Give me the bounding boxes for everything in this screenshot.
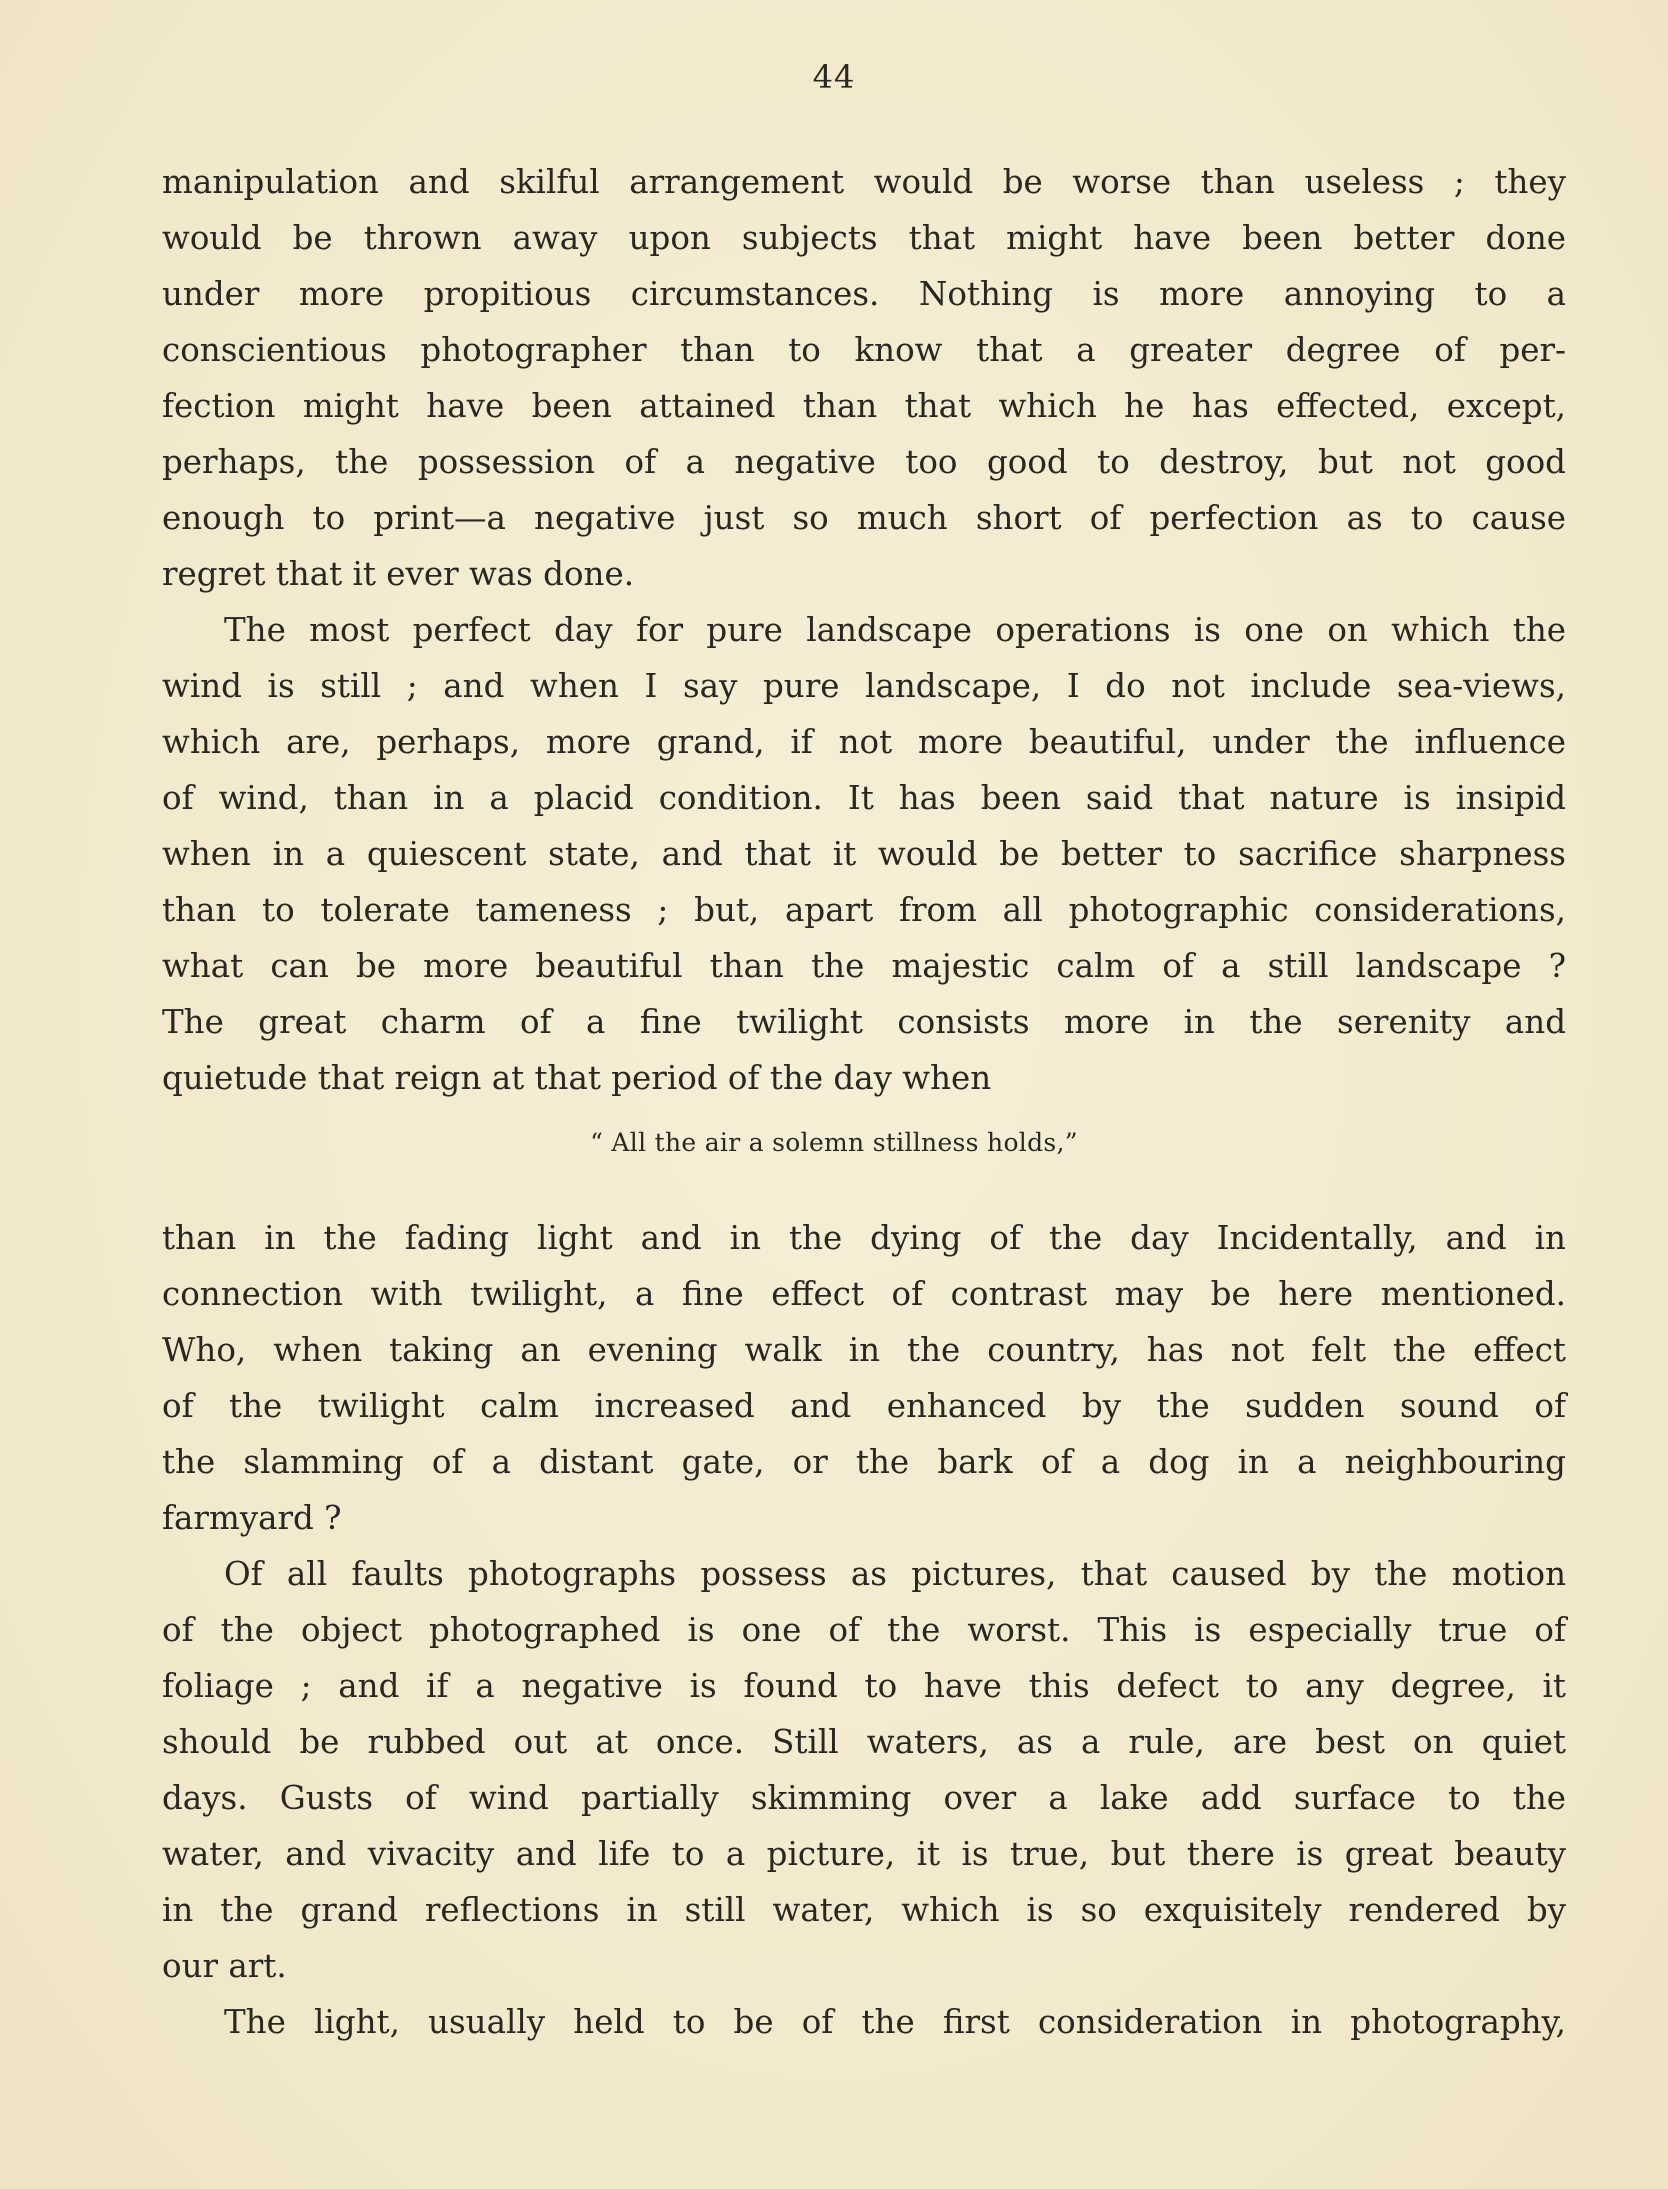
text-line: enough to print—a negative just so much short of perfection as to cause (162, 499, 1566, 537)
text-line: Who, when taking an evening walk in the country, has not felt the effect (162, 1331, 1566, 1369)
paragraph-1 (162, 154, 1566, 602)
text-line: foliage ; and if a negative is found to have this defect to any degree, it (162, 1667, 1566, 1705)
text-line: of wind, than in a placid condition. It has been said that nature is insipid (162, 779, 1566, 817)
text-line: perhaps, the possession of a negative too good to destroy, but not good (162, 443, 1566, 481)
text-line: quietude that reign at that period of the day when (162, 1059, 992, 1097)
text-line: wind is still ; and when I say pure landscape, I do not include sea-views, (162, 667, 1566, 705)
text-line: when in a quiescent state, and that it would be better to sacrifice sharpness (162, 835, 1566, 873)
paragraph-5 (162, 1994, 1566, 2050)
text-line: regret that it ever was done. (162, 555, 635, 593)
paragraph-3 (162, 1210, 1566, 1546)
text-line: manipulation and skilful arrangement would be worse than useless ; they (162, 163, 1566, 201)
text-line: what can be more beautiful than the majestic calm of a still landscape ? (162, 947, 1566, 985)
text-line: conscientious photographer than to know that a greater degree of per- (162, 331, 1566, 369)
text-line: farmyard ? (162, 1499, 342, 1537)
text-line: than in the fading light and in the dying of the day Incidentally, and in (162, 1219, 1566, 1257)
text-line: connection with twilight, a fine effect of contrast may be here mentioned. (162, 1275, 1566, 1313)
text-line: in the grand reflections in still water, which is so exquisitely rendered by (162, 1891, 1566, 1929)
text-line: of the object photographed is one of the worst. This is especially true of (162, 1611, 1566, 1649)
text-line: the slamming of a distant gate, or the bark of a dog in a neighbouring (162, 1443, 1566, 1481)
text-line: The most perfect day for pure landscape operations is one on which the (224, 611, 1566, 649)
text-line: should be rubbed out at once. Still waters, as a rule, are best on quiet (162, 1723, 1566, 1761)
paragraph-2 (162, 602, 1566, 1106)
text-line: fection might have been attained than that which he has effected, except, (162, 387, 1566, 425)
text-line: than to tolerate tameness ; but, apart from all photographic considerations, (162, 891, 1566, 929)
text-line: our art. (162, 1947, 287, 1985)
page-number: 44 (812, 58, 856, 96)
text-line: of the twilight calm increased and enhanced by the sudden sound of (162, 1387, 1566, 1425)
text-line: would be thrown away upon subjects that might have been better done (162, 219, 1566, 257)
paragraph-4 (162, 1546, 1566, 1994)
text-line: which are, perhaps, more grand, if not more beautiful, under the influence (162, 723, 1566, 761)
text-line: Of all faults photographs possess as pictures, that caused by the motion (224, 1555, 1566, 1593)
poem-quotation: “ All the air a solemn stillness holds,” (590, 1128, 1078, 1157)
text-line: water, and vivacity and life to a picture, it is true, but there is great beauty (162, 1835, 1566, 1873)
text-line: days. Gusts of wind partially skimming over a lake add surface to the (162, 1779, 1566, 1817)
text-line: under more propitious circumstances. Nothing is more annoying to a (162, 275, 1566, 313)
text-line: The great charm of a fine twilight consists more in the serenity and (162, 1003, 1566, 1041)
text-line: The light, usually held to be of the first consideration in photography, (224, 2003, 1566, 2041)
